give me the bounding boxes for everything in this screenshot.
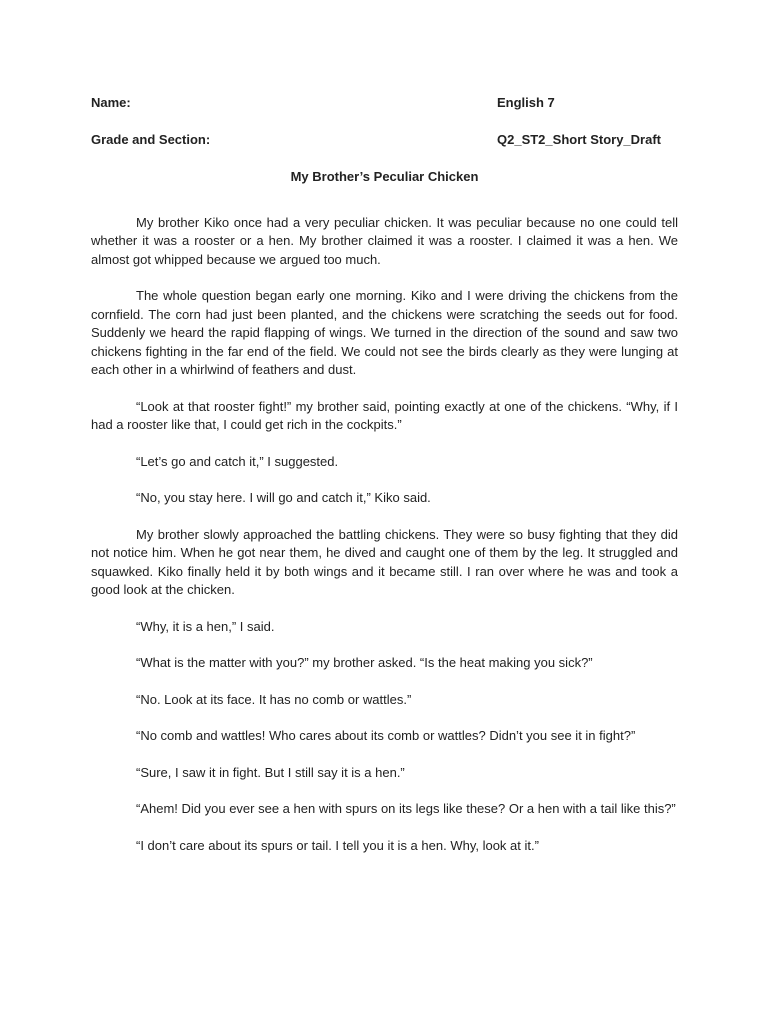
- paragraph: “What is the matter with you?” my brother asked. “Is the heat making you sick?”: [136, 655, 593, 670]
- document-page: [91, 94, 678, 873]
- story-body: [91, 214, 678, 856]
- document-code: Q2_ST2_Short Story_Draft: [497, 132, 661, 147]
- paragraph: My brother slowly approached the battling chickens. They were so busy fighting that they did not notice him. When he got near them, he dived and caught one of them by the leg. It struggled and squawked. Kiko finally held it by both wings and it became still. I ran over where he was and took a good look at the chicken.: [91, 526, 678, 597]
- story-title: My Brother’s Peculiar Chicken: [290, 169, 479, 184]
- paragraph: “No comb and wattles! Who cares about its comb or wattles? Didn’t you see it in fight?”: [136, 728, 636, 743]
- name-label: Name:: [91, 95, 131, 110]
- grade-section-label: Grade and Section:: [91, 132, 211, 147]
- subject-label: English 7: [497, 95, 555, 110]
- paragraph: The whole question began early one morning. Kiko and I were driving the chickens from the cornfield. The corn had just been planted, and the chickens were scratching the seeds out for food. Suddenly we heard the rapid flapping of wings. We turned in the direction of the sound and saw two chickens fighting in the far end of the field. We could not see the birds clearly as they were lunging at each other in a whirlwind of feathers and dust.: [91, 288, 678, 377]
- paragraph: “Let’s go and catch it,” I suggested.: [136, 453, 339, 469]
- paragraph: “Ahem! Did you ever see a hen with spurs on its legs like these? Or a hen with a tail like this?”: [136, 801, 676, 816]
- paragraph: “Sure, I saw it in fight. But I still say it is a hen.”: [136, 764, 405, 780]
- header-row-2: [91, 131, 678, 149]
- paragraph: “I don’t care about its spurs or tail. I tell you it is a hen. Why, look at it.”: [136, 837, 539, 853]
- paragraph: “No, you stay here. I will go and catch it,” Kiko said.: [136, 490, 431, 505]
- paragraph: “Why, it is a hen,” I said.: [136, 618, 275, 634]
- paragraph: My brother Kiko once had a very peculiar chicken. It was peculiar because no one could tell whether it was a rooster or a hen. My brother claimed it was a rooster. I claimed it was a hen. We almost got whipped because we argued too much.: [91, 214, 678, 267]
- header-row-1: [91, 94, 678, 112]
- paragraph: “Look at that rooster fight!” my brother said, pointing exactly at one of the chickens. “Why, if I had a rooster like that, I could get rich in the cockpits.”: [91, 398, 678, 432]
- paragraph: “No. Look at its face. It has no comb or wattles.”: [136, 691, 412, 707]
